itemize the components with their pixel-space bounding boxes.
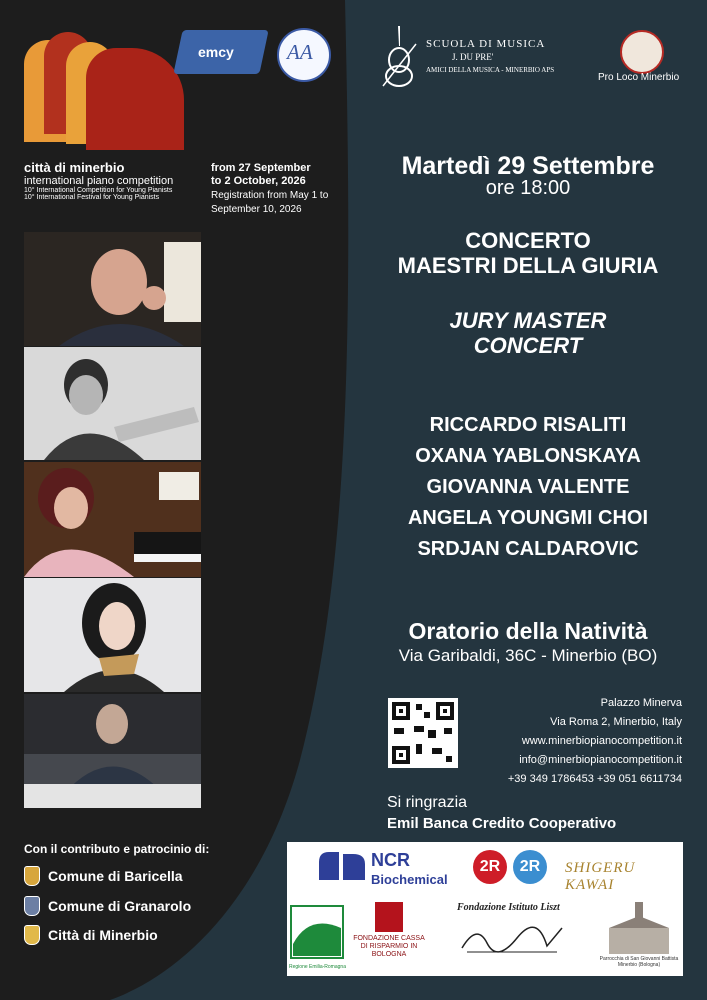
liszt-signature-icon [457,918,567,958]
performers-list [349,410,707,565]
school-tagline: AMICI DELLA MUSICA - MINERBIO APS [426,66,555,74]
competition-dates [211,162,336,216]
municipality-granarolo: Comune di Granarolo [24,896,191,916]
contact-phones: +39 349 1786453 +39 051 6611734 [507,773,682,785]
contact-info [508,694,682,789]
emcy-logo-text: emcy [198,44,234,60]
ncr-icon [317,850,367,884]
pro-loco-crest-icon [620,30,664,74]
regione-label: Regione Emilia-Romagna [289,964,346,970]
registration-line-2: September 10, 2026 [211,204,302,215]
performer-name: GIOVANNA VALENTE [426,476,630,498]
thanks [387,794,616,832]
venue-name: Oratorio della Natività [408,618,648,644]
competition-subtitle: international piano competition [24,175,174,187]
contact-street: Via Roma 2, Minerbio, Italy [550,716,682,728]
dates-line-1: from 27 September [211,162,311,174]
contact-website[interactable]: www.minerbiopianocompetition.it [521,735,682,747]
liszt-foundation-logo: Fondazione Istituto Liszt [457,902,560,913]
qr-code[interactable] [388,698,458,768]
venue [349,618,707,666]
pro-loco-label: Pro Loco Minerbio [598,72,680,83]
support-title: Con il contributo e patrocinio di: [24,842,210,856]
music-school-logo [376,24,576,94]
municipality-baricella: Comune di Baricella [24,866,183,886]
registration-line-1: Registration from May 1 to [211,190,329,201]
sponsors-box [287,842,683,976]
event-title-italian: CONCERTO MAESTRI DELLA GIURIA [397,228,659,278]
photo-srdjan-caldarovic [24,694,201,808]
competition-title [24,160,173,201]
competition-line-2: 10° International Festival for Young Pianists [24,194,160,201]
dates-line-2: to 2 October, 2026 [211,175,306,187]
contact-email[interactable]: info@minerbiopianocompetition.it [519,754,682,766]
performer-name: OXANA YABLONSKAYA [415,445,641,467]
venue-address: Via Garibaldi, 36C - Minerbio (BO) [398,646,658,665]
school-subname: J. DU PRE' [452,52,494,62]
aa-logo-text: AA [287,40,313,64]
school-name: SCUOLA DI MUSICA [426,38,546,50]
thanks-label: Si ringrazia [387,794,468,811]
photo-riccardo-risaliti [24,232,201,346]
granarolo-crest-icon [24,896,40,916]
event-title-english: JURY MASTER CONCERT [449,308,607,358]
performer-name: RICCARDO RISALITI [429,414,627,436]
fondazione-carisbo-logo: FONDAZIONE CASSA DI RISPARMIO IN BOLOGNA [351,902,427,959]
thanks-sponsor: Emil Banca Credito Cooperativo [387,815,617,832]
shigeru-kawai-logo: SHIGERU KAWAI [565,860,636,893]
r2-studio-logo: 2R [473,850,507,884]
church-label: Parrocchia di San Giovanni Battista Minerbio (Bologna) [599,956,679,968]
piano-keys-logo [24,22,184,142]
contact-place: Palazzo Minerva [600,697,682,709]
baricella-crest-icon [24,866,40,886]
competition-name: città di minerbio [24,160,125,175]
photo-oxana-yablonskaya [24,347,201,460]
municipality-minerbio: Città di Minerbio [24,925,158,945]
minerbio-crest-icon [24,925,40,945]
performer-name: ANGELA YOUNGMI CHOI [407,507,648,529]
event-time: ore 18:00 [485,177,571,199]
church-icon [605,900,673,956]
cello-icon [378,24,420,88]
competition-line-1: 10° International Competition for Young Pianists [24,187,173,194]
performer-name: SRDJAN CALDAROVIC [417,538,639,560]
event-date: Martedì 29 Settembre [401,152,655,180]
photo-angela-youngmi-choi [24,578,201,692]
photo-giovanna-valente [24,462,201,577]
r2-logo: 2R [513,850,547,884]
regione-emilia-romagna-logo [289,904,345,966]
ncr-logo: NCR Biochemical [317,850,367,889]
